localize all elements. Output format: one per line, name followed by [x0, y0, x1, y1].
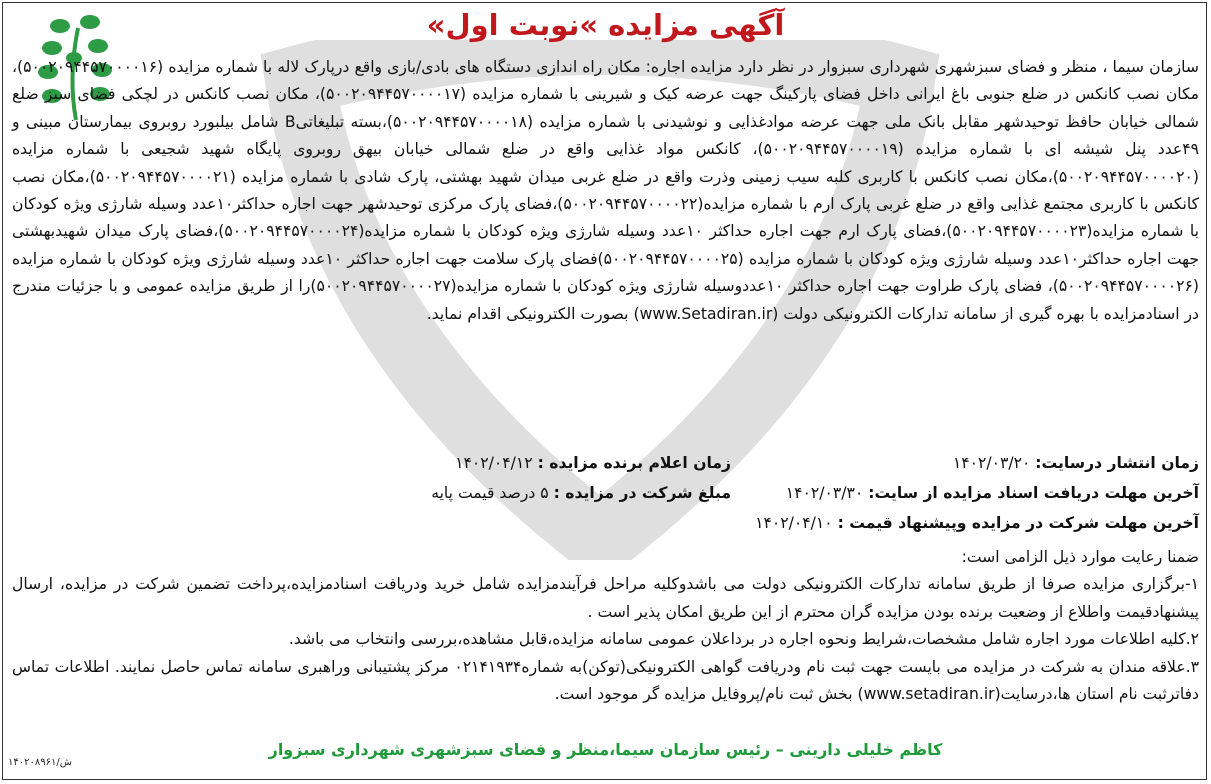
publish-date-label: زمان انتشار درسایت: [1035, 454, 1199, 472]
winner-date-value: ۱۴۰۲/۰۴/۱۲ [455, 454, 533, 472]
deadline-bid-row [719, 508, 1199, 538]
info-block-dates [719, 448, 1199, 538]
document-code: ۱۴۰۲۰۸۹۶۱/ش [8, 757, 72, 768]
rules-intro: ضمنا رعایت موارد ذیل الزامی است: [961, 548, 1199, 566]
deadline-docs-row [719, 478, 1199, 508]
deadline-bid-label: آخرین مهلت شرکت در مزایده وپیشنهاد قیمت : [837, 514, 1199, 532]
info-block-winner [311, 448, 731, 508]
fee-row [311, 478, 731, 508]
fee-value: ۵ درصد قیمت پایه [431, 484, 549, 502]
notice-title: «آگهی مزایده »نوبت اول [426, 8, 785, 42]
deadline-docs-value: ۱۴۰۲/۰۳/۳۰ [785, 484, 864, 502]
fee-label: مبلغ شرکت در مزایده : [553, 484, 731, 502]
publish-date-value: ۱۴۰۲/۰۳/۲۰ [952, 454, 1031, 472]
publish-date-row [719, 448, 1199, 478]
rule-item: ۲.کلیه اطلاعات مورد اجاره شامل مشخصات،شرایط ونحوه اجاره در برداعلان عمومی سامانه مزایده،قابل مشاهده،بررسی وانتخاب می باشد. [288, 630, 1199, 649]
rule-item: ۱-برگزاری مزایده صرفا از طریق سامانه تدارکات الکترونیکی دولت می باشدوکلیه مراحل فرآیندمزایده شامل خرید ودریافت اسنادمزایده،پرداخت تضمین شرکت در مزایده، ارسال پیشنهادقیمت واطلاع از وضعیت برنده بودن مزایده گران محترم از این طریق امکان پذیر است . [12, 575, 1199, 621]
deadline-docs-label: آخرین مهلت دریافت اسناد مزایده از سایت: [868, 484, 1199, 502]
deadline-bid-value: ۱۴۰۲/۰۴/۱۰ [755, 514, 833, 532]
notice-body [12, 54, 1199, 328]
notice-paragraph: سازمان سیما ، منظر و فضای سبزشهری شهرداری سبزوار در نظر دارد مزایده اجاره: مکان راه اندازی دستگاه های بادی/بازی واقع درپارک لاله با شماره مزایده (۵۰۰۲۰۹۴۴۵۷۰۰۰۰۱۶)، مکان نصب کانکس در ضلع جنوبی باغ ایرانی داخل فضای پارکینگ جهت عرضه کیک و شیرینی با شماره مزایده (۵۰۰۲۰۹۴۴۵۷۰۰۰۰۱۷)، مکان نصب کانکس در لچکی فضای سبز ضلع شمالی خیابان حافظ توحیدشهر مقابل بانک ملی جهت عرضه موادغذایی و نوشیدنی با شماره مزایده (۵۰۰۲۰۹۴۴۵۷۰۰۰۰۱۸)،بسته تبلیغاتیB شامل بیلبورد روبروی بیمارستان مبینی و ۴۹عدد پنل شیشه ای با شماره مزایده (۵۰۰۲۰۹۴۴۵۷۰۰۰۰۱۹)، کانکس مواد غذایی واقع در ضلع شمالی خیابان بیهق روبروی پایگاه شهید شجیعی با شماره مزایده (۵۰۰۲۰۹۴۴۵۷۰۰۰۰۲۰)،مکان نصب کانکس با کاربری کلبه سیب زمینی وذرت واقع در ضلع غربی میدان شهید بهشتی، پارک شادی با شماره مزایده (۵۰۰۲۰۹۴۴۵۷۰۰۰۰۲۱)،مکان نصب کانکس با کاربری مجتمع غذایی واقع در ضلع غربی پارک ارم با شماره مزایده(۵۰۰۲۰۹۴۴۵۷۰۰۰۰۲۲)،فضای پارک مرکزی توحیدشهر جهت اجاره حداکثر۱۰عدد وسیله شارژی ویژه کودکان با شماره مزایده(۵۰۰۲۰۹۴۴۵۷۰۰۰۰۲۳)،فضای پارک ارم جهت اجاره حداکثر ۱۰عدد وسیله شارژی ویژه کودکان با شماره مزایده(۵۰۰۲۰۹۴۴۵۷۰۰۰۰۲۴)،فضای پارک میدان شهیدبهشتی جهت اجاره حداکثر۱۰عدد وسیله شارژی ویژه کودکان با شماره مزایده (۵۰۰۲۰۹۴۴۵۷۰۰۰۰۲۵)فضای پارک سلامت جهت اجاره حداکثر ۱۰عدد وسیله شارژی ویژه کودکان با شماره مزایده (۵۰۰۲۰۹۴۴۵۷۰۰۰۰۲۶)، فضای پارک طراوت جهت اجاره حداکثر ۱۰عددوسیله شارژی ویژه کودکان با شماره مزایده(۵۰۰۲۰۹۴۴۵۷۰۰۰۰۲۷)را از طریق مزایده عمومی و با جزئیات مندرج در اسنادمزایده با بهره گیری از سامانه تدارکات الکترونیکی دولت (www.Setadiran.ir) بصورت الکترونیکی اقدام نماید. [12, 58, 1200, 323]
rule-item: ۳.علاقه مندان به شرکت در مزایده می بایست جهت ثبت نام ودریافت گواهی الکترونیکی(توکن)به شماره۰۲۱۴۱۹۳۴ مرکز پشتیبانی وراهبری سامانه تماس حاصل نمایند. اطلاعات تماس دفاترثبت نام استان ها،درسایت(www.setadiran.ir) بخش ثبت نام/پروفایل مزایده گر موجود است. [12, 657, 1200, 704]
signature-line: کاظم خلیلی دارینی – رئیس سازمان سیما،منظر و فضای سبزشهری شهرداری سبزوار [268, 740, 943, 759]
rules-section [12, 544, 1199, 708]
winner-date-row [311, 448, 731, 478]
winner-date-label: زمان اعلام برنده مزایده : [537, 454, 731, 472]
